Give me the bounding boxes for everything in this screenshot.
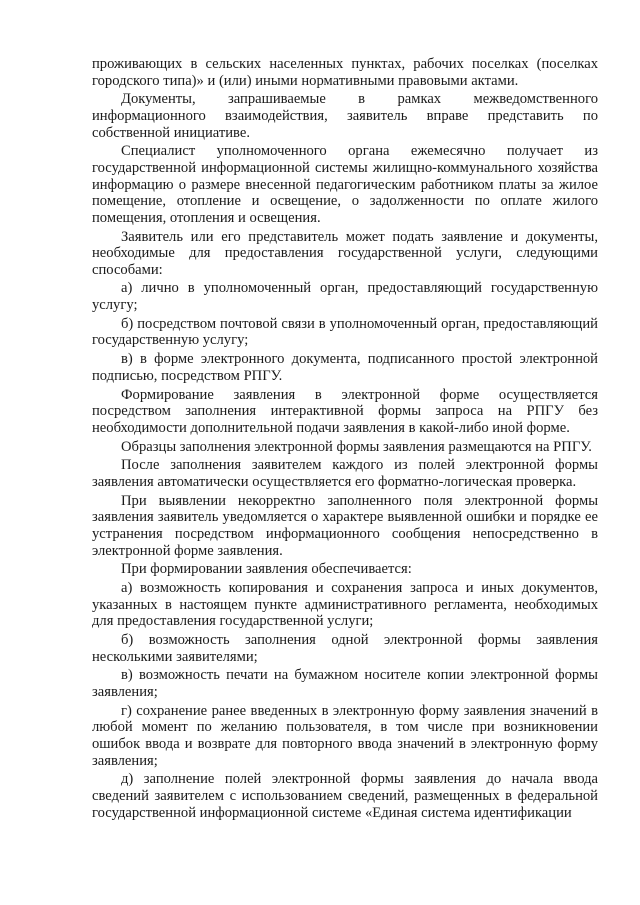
list-item: б) возможность заполнения одной электронной формы заявления несколькими заявителями; <box>92 632 598 665</box>
paragraph: Образцы заполнения электронной формы заявления размещаются на РПГУ. <box>121 438 592 455</box>
paragraph: Специалист уполномоченного органа ежемесячно получает из государственной информационной системы жилищно-коммунального хозяйства информацию о размере внесенной педагогическим работником платы за жилое помещение, отопление и освещение, о задолженности по оплате жилого помещения, отопления и освещения. <box>92 143 598 226</box>
paragraph: При формировании заявления обеспечивается: <box>121 561 412 578</box>
list-item: г) сохранение ранее введенных в электронную форму заявления значений в любой момент по желанию пользователя, в том числе при возникновении ошибок ввода и возврате для повторного ввода значений в электронную форму заявления; <box>92 702 598 769</box>
paragraph-continuation: проживающих в сельских населенных пунктах, рабочих поселках (поселках городского типа)» и (или) иными нормативными правовыми актами. <box>92 56 598 89</box>
list-item: д) заполнение полей электронной формы заявления до начала ввода сведений заявителем с использованием сведений, размещенных в федеральной государственной информационной системе «Единая система идентификации <box>92 771 598 821</box>
list-item: б) посредством почтовой связи в уполномоченный орган, предоставляющий государственную услугу; <box>92 315 598 349</box>
paragraph: Документы, запрашиваемые в рамках межведомственного информационного взаимодействия, заявитель вправе представить по собственной инициативе. <box>92 91 598 141</box>
list-item: в) возможность печати на бумажном носителе копии электронной формы заявления; <box>92 667 598 700</box>
paragraph: При выявлении некорректно заполненного поля электронной формы заявления заявитель уведомляется о характере выявленной ошибки и порядке ее устранения посредством информационного сообщения непосредственно в электронной форме заявления. <box>92 492 598 559</box>
document-page <box>92 56 598 823</box>
paragraph: Формирование заявления в электронной форме осуществляется посредством заполнения интерактивной формы запроса на РПГУ без необходимости дополнительной подачи заявления в какой-либо иной форме. <box>92 386 598 436</box>
paragraph: После заполнения заявителем каждого из полей электронной формы заявления автоматически осуществляется его форматно-логическая проверка. <box>92 457 598 490</box>
list-item: а) лично в уполномоченный орган, предоставляющий государственную услугу; <box>92 280 598 314</box>
paragraph: Заявитель или его представитель может подать заявление и документы, необходимые для предоставления государственной услуги, следующими способами: <box>92 228 598 278</box>
list-item: в) в форме электронного документа, подписанного простой электронной подписью, посредством РПГУ. <box>92 351 598 384</box>
list-item: а) возможность копирования и сохранения запроса и иных документов, указанных в настоящем пункте административного регламента, необходимых для предоставления государственной услуги; <box>92 580 598 630</box>
